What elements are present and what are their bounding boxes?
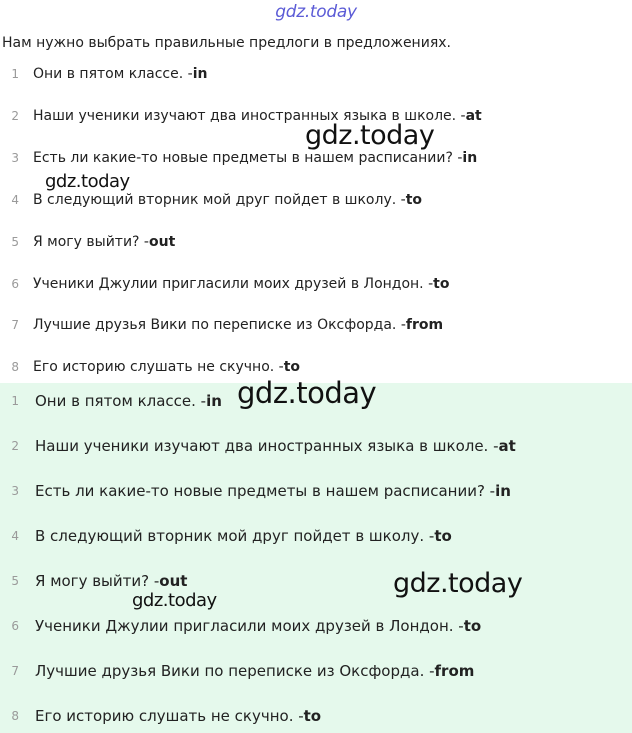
- item-answer: to: [303, 707, 322, 725]
- item-number: 3: [11, 151, 19, 165]
- list-item: [5, 526, 452, 546]
- item-answer: at: [498, 437, 516, 455]
- item-answer: to: [463, 617, 482, 635]
- list-item: [5, 64, 207, 84]
- item-answer: in: [192, 66, 208, 82]
- item-number: 5: [11, 235, 19, 249]
- item-number: 6: [11, 619, 19, 633]
- item-number: 5: [11, 574, 19, 588]
- item-answer: in: [495, 482, 511, 500]
- item-text: В следующий вторник мой друг пойдет в школу. -: [33, 192, 406, 208]
- list-item: [5, 148, 477, 168]
- item-text: Они в пятом классе. -: [33, 66, 193, 82]
- list-item: [5, 190, 422, 210]
- item-answer: to: [405, 192, 422, 208]
- item-text: Лучшие друзья Вики по переписке из Оксфорда. -: [35, 662, 435, 680]
- watermark: gdz.today: [132, 590, 217, 611]
- item-text: Ученики Джулии пригласили моих друзей в Лондон. -: [35, 617, 464, 635]
- item-answer: out: [149, 234, 176, 250]
- intro-text: Нам нужно выбрать правильные предлоги в предложениях.: [2, 35, 451, 51]
- item-answer: from: [405, 317, 444, 333]
- watermark: gdz.today: [45, 171, 130, 192]
- list-item: [5, 616, 481, 636]
- item-text: Я могу выйти? -: [33, 234, 149, 250]
- item-answer: out: [159, 572, 188, 590]
- item-answer: at: [465, 108, 482, 124]
- item-text: Я могу выйти? -: [35, 572, 160, 590]
- list-item: [5, 391, 222, 411]
- list-item: [5, 661, 474, 681]
- item-number: 7: [11, 318, 19, 332]
- item-answer: in: [462, 150, 478, 166]
- item-text: В следующий вторник мой друг пойдет в школу. -: [35, 527, 435, 545]
- watermark: gdz.today: [237, 376, 377, 410]
- site-logo[interactable]: gdz.today: [275, 2, 357, 22]
- item-number: 4: [11, 193, 19, 207]
- item-text: Они в пятом классе. -: [35, 392, 207, 410]
- list-item: [5, 436, 516, 456]
- list-item: [5, 481, 511, 501]
- watermark: gdz.today: [305, 120, 435, 151]
- list-item: [5, 315, 443, 335]
- item-number: 1: [11, 394, 19, 408]
- item-number: 2: [11, 439, 19, 453]
- item-answer: to: [434, 527, 452, 545]
- list-item: [5, 357, 300, 377]
- item-number: 7: [11, 664, 19, 678]
- item-answer: to: [433, 276, 450, 292]
- list-item: [5, 232, 175, 252]
- item-text: Наши ученики изучают два иностранных языка в школе. -: [33, 108, 466, 124]
- list-item: [5, 274, 449, 294]
- item-number: 4: [11, 529, 19, 543]
- item-number: 3: [11, 484, 19, 498]
- item-text: Его историю слушать не скучно. -: [35, 707, 304, 725]
- item-number: 1: [11, 67, 19, 81]
- item-text: Его историю слушать не скучно. -: [33, 359, 284, 375]
- item-text: Наши ученики изучают два иностранных языка в школе. -: [35, 437, 499, 455]
- item-answer: to: [283, 359, 301, 375]
- item-number: 2: [11, 109, 19, 123]
- list-item: [5, 571, 187, 591]
- item-text: Ученики Джулии пригласили моих друзей в Лондон. -: [33, 276, 434, 292]
- item-text: Есть ли какие-то новые предметы в нашем расписании? -: [33, 150, 463, 166]
- answer-panel: [0, 383, 632, 733]
- item-text: Есть ли какие-то новые предметы в нашем расписании? -: [35, 482, 496, 500]
- watermark: gdz.today: [393, 568, 523, 599]
- item-answer: from: [434, 662, 475, 680]
- item-text: Лучшие друзья Вики по переписке из Оксфорда. -: [33, 317, 406, 333]
- item-answer: in: [206, 392, 222, 410]
- item-number: 8: [11, 360, 19, 374]
- list-item: [5, 706, 321, 726]
- item-number: 8: [11, 709, 19, 723]
- item-number: 6: [11, 277, 19, 291]
